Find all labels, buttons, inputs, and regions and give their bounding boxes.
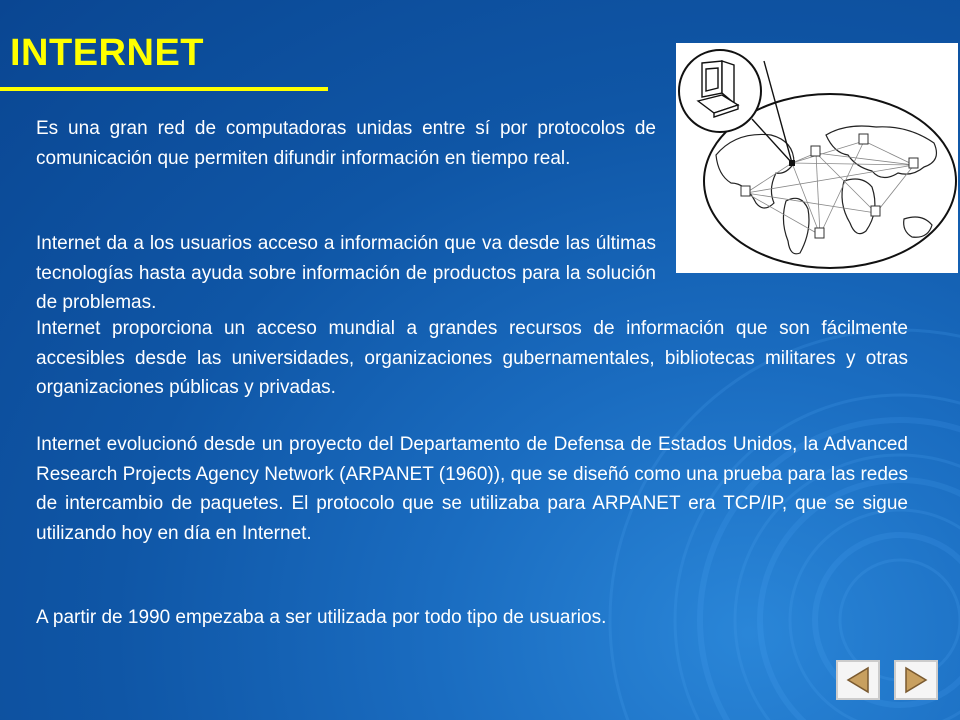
- title-underline: [0, 87, 328, 91]
- globe-network-icon: [676, 43, 958, 273]
- paragraph-history: Internet evolucionó desde un proyecto del Departamento de Defensa de Estados Unidos, la Advanced Research Projects Agency Network (ARPANET (1960)), que se diseñó como una prueba para las redes de intercambio de paquetes. El protocolo que se utilizaba para ARPANET era TCP/IP, que se sigue utilizando hoy en día en Internet.: [36, 434, 908, 544]
- next-slide-button[interactable]: [894, 660, 938, 700]
- globe-network-illustration: [676, 43, 958, 273]
- previous-slide-button[interactable]: [836, 660, 880, 700]
- paragraph-definition: Es una gran red de computadoras unidas entre sí por protocolos de comunicación que permiten difundir información en tiempo real.: [36, 118, 656, 169]
- paragraph-1990: A partir de 1990 empezaba a ser utilizada por todo tipo de usuarios.: [36, 607, 607, 628]
- paragraph-user-access: Internet da a los usuarios acceso a información que va desde las últimas tecnologías hasta ayuda sobre información de productos para la solución de problemas.: [36, 233, 656, 313]
- slide-title: INTERNET: [10, 32, 204, 74]
- triangle-left-icon: [838, 662, 878, 698]
- paragraph-global-access: Internet proporciona un acceso mundial a grandes recursos de información que son fácilmente accesibles desde las universidades, organizaciones gubernamentales, bibliotecas militares y otras organizaciones públicas y privadas.: [36, 318, 908, 398]
- triangle-right-icon: [896, 662, 936, 698]
